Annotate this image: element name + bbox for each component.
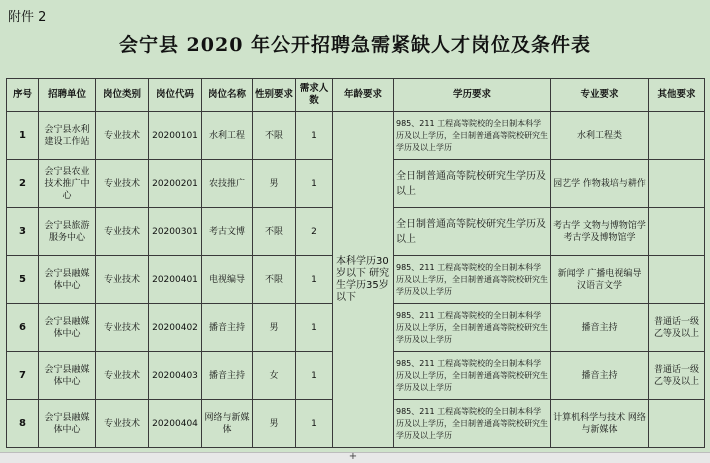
cell-no: 8 bbox=[7, 400, 39, 448]
attachment-label: 附件 2 bbox=[8, 10, 47, 25]
cell-gender: 男 bbox=[253, 304, 296, 352]
cell-unit: 会宁县融媒体中心 bbox=[39, 256, 96, 304]
cell-major: 考古学 文物与博物馆学 考古学及博物馆学 bbox=[551, 208, 649, 256]
cell-unit: 会宁县融媒体中心 bbox=[39, 304, 96, 352]
header-cell-unit: 招聘单位 bbox=[39, 79, 96, 112]
scrollbar-plus-icon[interactable]: + bbox=[348, 451, 358, 462]
cell-other bbox=[649, 208, 705, 256]
cell-category: 专业技术 bbox=[96, 208, 149, 256]
header-cell-age: 年龄要求 bbox=[333, 79, 394, 112]
cell-other bbox=[649, 112, 705, 160]
cell-unit: 会宁县旅游服务中心 bbox=[39, 208, 96, 256]
cell-code: 20200404 bbox=[149, 400, 202, 448]
cell-other bbox=[649, 256, 705, 304]
cell-name: 电视编导 bbox=[202, 256, 253, 304]
header-cell-code: 岗位代码 bbox=[149, 79, 202, 112]
cell-code: 20200401 bbox=[149, 256, 202, 304]
cell-category: 专业技术 bbox=[96, 256, 149, 304]
table-row bbox=[7, 112, 705, 160]
cell-gender: 女 bbox=[253, 352, 296, 400]
cell-name: 考古文博 bbox=[202, 208, 253, 256]
cell-other bbox=[649, 400, 705, 448]
cell-other: 普通话一级乙等及以上 bbox=[649, 304, 705, 352]
cell-name: 播音主持 bbox=[202, 352, 253, 400]
cell-major: 播音主持 bbox=[551, 352, 649, 400]
cell-no: 1 bbox=[7, 112, 39, 160]
cell-gender: 不限 bbox=[253, 112, 296, 160]
cell-age-merged: 本科学历30岁以下 研究生学历35岁以下 bbox=[333, 112, 394, 448]
cell-no: 2 bbox=[7, 160, 39, 208]
header-cell-count: 需求人数 bbox=[296, 79, 333, 112]
cell-unit: 会宁县融媒体中心 bbox=[39, 352, 96, 400]
cell-edu: 985、211 工程高等院校的全日制本科学历及以上学历，全日制普通高等院校研究生学历及以上学历 bbox=[394, 352, 551, 400]
header-row bbox=[7, 79, 705, 112]
cell-major: 播音主持 bbox=[551, 304, 649, 352]
cell-major: 水利工程类 bbox=[551, 112, 649, 160]
cell-gender: 不限 bbox=[253, 256, 296, 304]
cell-edu: 全日制普通高等院校研究生学历及以上 bbox=[394, 160, 551, 208]
cell-gender: 男 bbox=[253, 160, 296, 208]
cell-category: 专业技术 bbox=[96, 160, 149, 208]
header-cell-other: 其他要求 bbox=[649, 79, 705, 112]
header-cell-gender: 性别要求 bbox=[253, 79, 296, 112]
cell-major: 园艺学 作物栽培与耕作 bbox=[551, 160, 649, 208]
cell-count: 1 bbox=[296, 304, 333, 352]
cell-name: 播音主持 bbox=[202, 304, 253, 352]
positions-table bbox=[6, 78, 705, 448]
header-cell-edu: 学历要求 bbox=[394, 79, 551, 112]
cell-category: 专业技术 bbox=[96, 112, 149, 160]
cell-category: 专业技术 bbox=[96, 304, 149, 352]
cell-edu: 985、211 工程高等院校的全日制本科学历及以上学历，全日制普通高等院校研究生学历及以上学历 bbox=[394, 112, 551, 160]
cell-edu: 985、211 工程高等院校的全日制本科学历及以上学历，全日制普通高等院校研究生学历及以上学历 bbox=[394, 304, 551, 352]
cell-category: 专业技术 bbox=[96, 400, 149, 448]
header-cell-name: 岗位名称 bbox=[202, 79, 253, 112]
cell-code: 20200201 bbox=[149, 160, 202, 208]
cell-count: 1 bbox=[296, 112, 333, 160]
cell-edu: 985、211 工程高等院校的全日制本科学历及以上学历，全日制普通高等院校研究生学历及以上学历 bbox=[394, 400, 551, 448]
cell-unit: 会宁县融媒体中心 bbox=[39, 400, 96, 448]
cell-name: 网络与新媒体 bbox=[202, 400, 253, 448]
cell-no: 6 bbox=[7, 304, 39, 352]
cell-gender: 不限 bbox=[253, 208, 296, 256]
header-cell-major: 专业要求 bbox=[551, 79, 649, 112]
cell-unit: 会宁县水利建设工作站 bbox=[39, 112, 96, 160]
cell-count: 1 bbox=[296, 352, 333, 400]
cell-count: 1 bbox=[296, 400, 333, 448]
cell-code: 20200301 bbox=[149, 208, 202, 256]
cell-code: 20200101 bbox=[149, 112, 202, 160]
cell-other: 普通话一级乙等及以上 bbox=[649, 352, 705, 400]
cell-other bbox=[649, 160, 705, 208]
document-title: 会宁县 2020 年公开招聘急需紧缺人才岗位及条件表 bbox=[118, 34, 592, 56]
header-cell-category: 岗位类别 bbox=[96, 79, 149, 112]
cell-no: 5 bbox=[7, 256, 39, 304]
cell-code: 20200403 bbox=[149, 352, 202, 400]
cell-major: 计算机科学与技术 网络与新媒体 bbox=[551, 400, 649, 448]
cell-code: 20200402 bbox=[149, 304, 202, 352]
header-cell-no: 序号 bbox=[7, 79, 39, 112]
cell-major: 新闻学 广播电视编导 汉语言文学 bbox=[551, 256, 649, 304]
cell-name: 农技推广 bbox=[202, 160, 253, 208]
cell-no: 7 bbox=[7, 352, 39, 400]
cell-count: 1 bbox=[296, 160, 333, 208]
cell-edu: 985、211 工程高等院校的全日制本科学历及以上学历，全日制普通高等院校研究生学历及以上学历 bbox=[394, 256, 551, 304]
cell-edu: 全日制普通高等院校研究生学历及以上 bbox=[394, 208, 551, 256]
cell-gender: 男 bbox=[253, 400, 296, 448]
cell-count: 1 bbox=[296, 256, 333, 304]
cell-category: 专业技术 bbox=[96, 352, 149, 400]
cell-unit: 会宁县农业技术推广中心 bbox=[39, 160, 96, 208]
cell-count: 2 bbox=[296, 208, 333, 256]
cell-name: 水利工程 bbox=[202, 112, 253, 160]
cell-no: 3 bbox=[7, 208, 39, 256]
